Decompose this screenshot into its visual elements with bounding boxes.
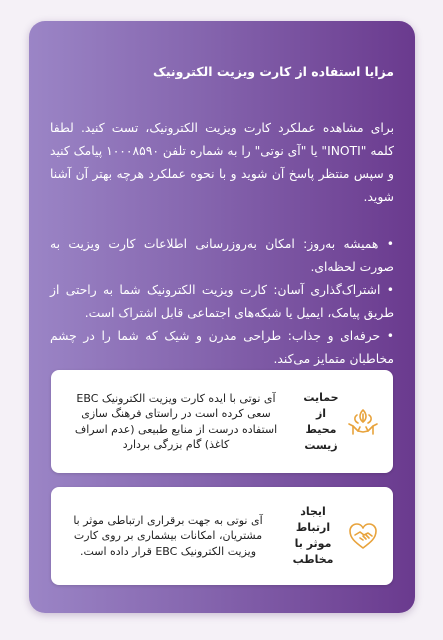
benefits-list xyxy=(50,233,394,371)
benefit-item: • همیشه به‌روز: امکان به‌روزرسانی اطلاعات کارت ویزیت به صورت لحظه‌ای. xyxy=(50,237,394,274)
feature-description: آی نوتی به جهت برقراری ارتباطی موثر با مشتریان، امکانات بیشماری بر روی کارت ویزیت الکترونیک EBC قرار داده است. xyxy=(73,513,263,558)
feature-box-environment xyxy=(51,370,393,473)
feature-label: ایجاد ارتباط موثر با مخاطب xyxy=(292,505,334,566)
feature-box-engagement xyxy=(51,487,393,585)
benefit-item: • حرفه‌ای و جذاب: طراحی مدرن و شیک که شما را در چشم مخاطبان متمایز می‌کند. xyxy=(50,329,394,366)
benefits-card xyxy=(29,21,415,613)
handshake-heart-icon xyxy=(345,518,381,554)
hands-leaf-icon xyxy=(345,404,381,440)
benefit-item: • اشتراک‌گذاری آسان: کارت ویزیت الکترونیک شما به راحتی از طریق پیامک، ایمیل یا شبکه‌های اجتماعی قابل اشتراک است. xyxy=(50,283,394,320)
feature-description: آی نوتی با ایده کارت ویزیت الکترونیک EBC سعی کرده است در راستای فرهنگ سازی استفاده درست از منابع طبیعی (عدم اسراف کاغذ) گام بزرگی بردارد xyxy=(74,391,278,451)
card-title: مزایا استفاده از کارت ویزیت الکترونیک xyxy=(153,64,394,79)
feature-label: حمایت از محیط زیست xyxy=(303,390,339,452)
intro-paragraph: برای مشاهده عملکرد کارت ویزیت الکترونیک، تست کنید. لطفا کلمه "INOTI" یا "آی نوتی" را به شماره تلفن ۱۰۰۰۸۵۹۰ پیامک کنید و سپس منتظر پاسخ آن شوید و با نحوه عملکرد هرچه بهتر آن آشنا شوید. xyxy=(50,121,394,204)
